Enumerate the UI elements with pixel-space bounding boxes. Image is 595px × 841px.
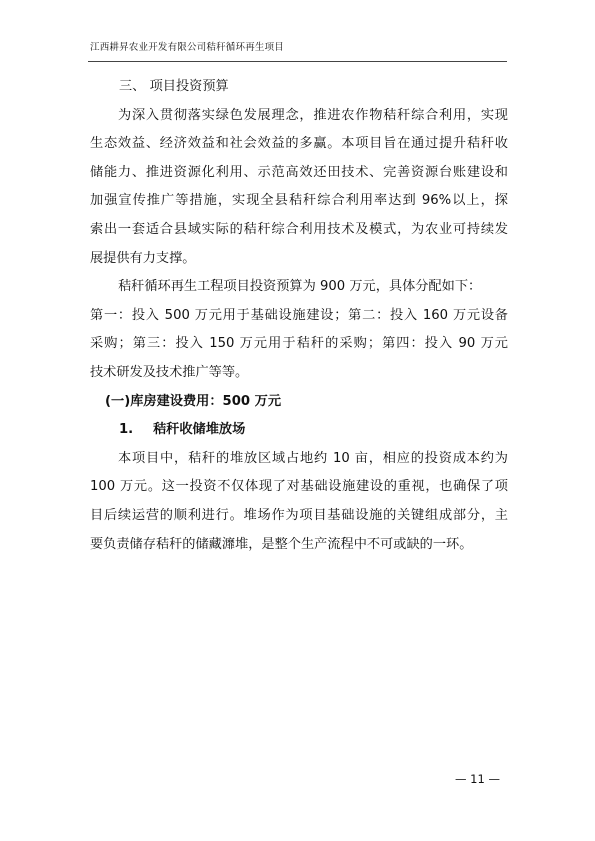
subheading-warehouse-cost: (一)库房建设费用：500 万元 — [105, 393, 282, 409]
paragraph-line: 目后续运营的顺利进行。堆场作为项目基础设施的关键组成部分，主 — [90, 507, 508, 523]
paragraph-line: 为深入贯彻落实绿色发展理念，推进农作物秸秆综合利用，实现 — [118, 107, 508, 123]
paragraph-line: 储能力、推进资源化利用、示范高效还田技术、完善资源台账建设和 — [90, 164, 508, 180]
paragraph-budget-allocation — [90, 273, 508, 387]
paragraph-line: 展提供有力支撑。 — [90, 250, 196, 266]
paragraph-line: 100 万元。这一投资不仅体现了对基础设施建设的重视，也确保了项 — [90, 479, 508, 495]
paragraph-line: 索出一套适合县域实际的秸秆综合利用技术及模式，为农业可持续发 — [90, 221, 508, 237]
paragraph-line: 要负责储存秸秆的储藏灖堆，是整个生产流程中不可或缺的一环。 — [90, 536, 473, 552]
subheading-number: 1. — [119, 422, 134, 438]
section-title: 三、 项目投资预算 — [119, 79, 229, 94]
paragraph-project-goals — [90, 102, 508, 274]
page-number: — 11 — — [455, 772, 500, 786]
subheading-text: 秸秆收储堆放场 — [153, 422, 246, 438]
document-body — [90, 73, 508, 559]
paragraph-line: 本项目中，秸秆的堆放区域占地约 10 亩，相应的投资成本约为 — [118, 450, 508, 466]
running-header: 江西耕昇农业开发有限公司秸秆循环再生项目 — [90, 42, 285, 53]
header-rule — [88, 61, 507, 62]
paragraph-line: 采购；第三：投入 150 万元用于秸秆的采购；第四：投入 90 万元 — [90, 336, 508, 352]
paragraph-line: 生态效益、经济效益和社会效益的多赢。本项目旨在通过提升秸秆收 — [90, 136, 508, 152]
paragraph-storage-yard — [90, 445, 508, 559]
paragraph-line: 加强宣传推广等措施，实现全县秸秆综合利用率达到 96%以上，探 — [90, 193, 508, 209]
subheading-storage-yard — [90, 416, 508, 445]
paragraph-line: 第一：投入 500 万元用于基础设施建设；第二：投入 160 万元设备 — [90, 307, 508, 323]
paragraph-line: 秸秆循环再生工程项目投资预算为 900 万元，具体分配如下： — [118, 279, 482, 295]
paragraph-line: 技术研发及技术推广等等。 — [90, 364, 249, 380]
